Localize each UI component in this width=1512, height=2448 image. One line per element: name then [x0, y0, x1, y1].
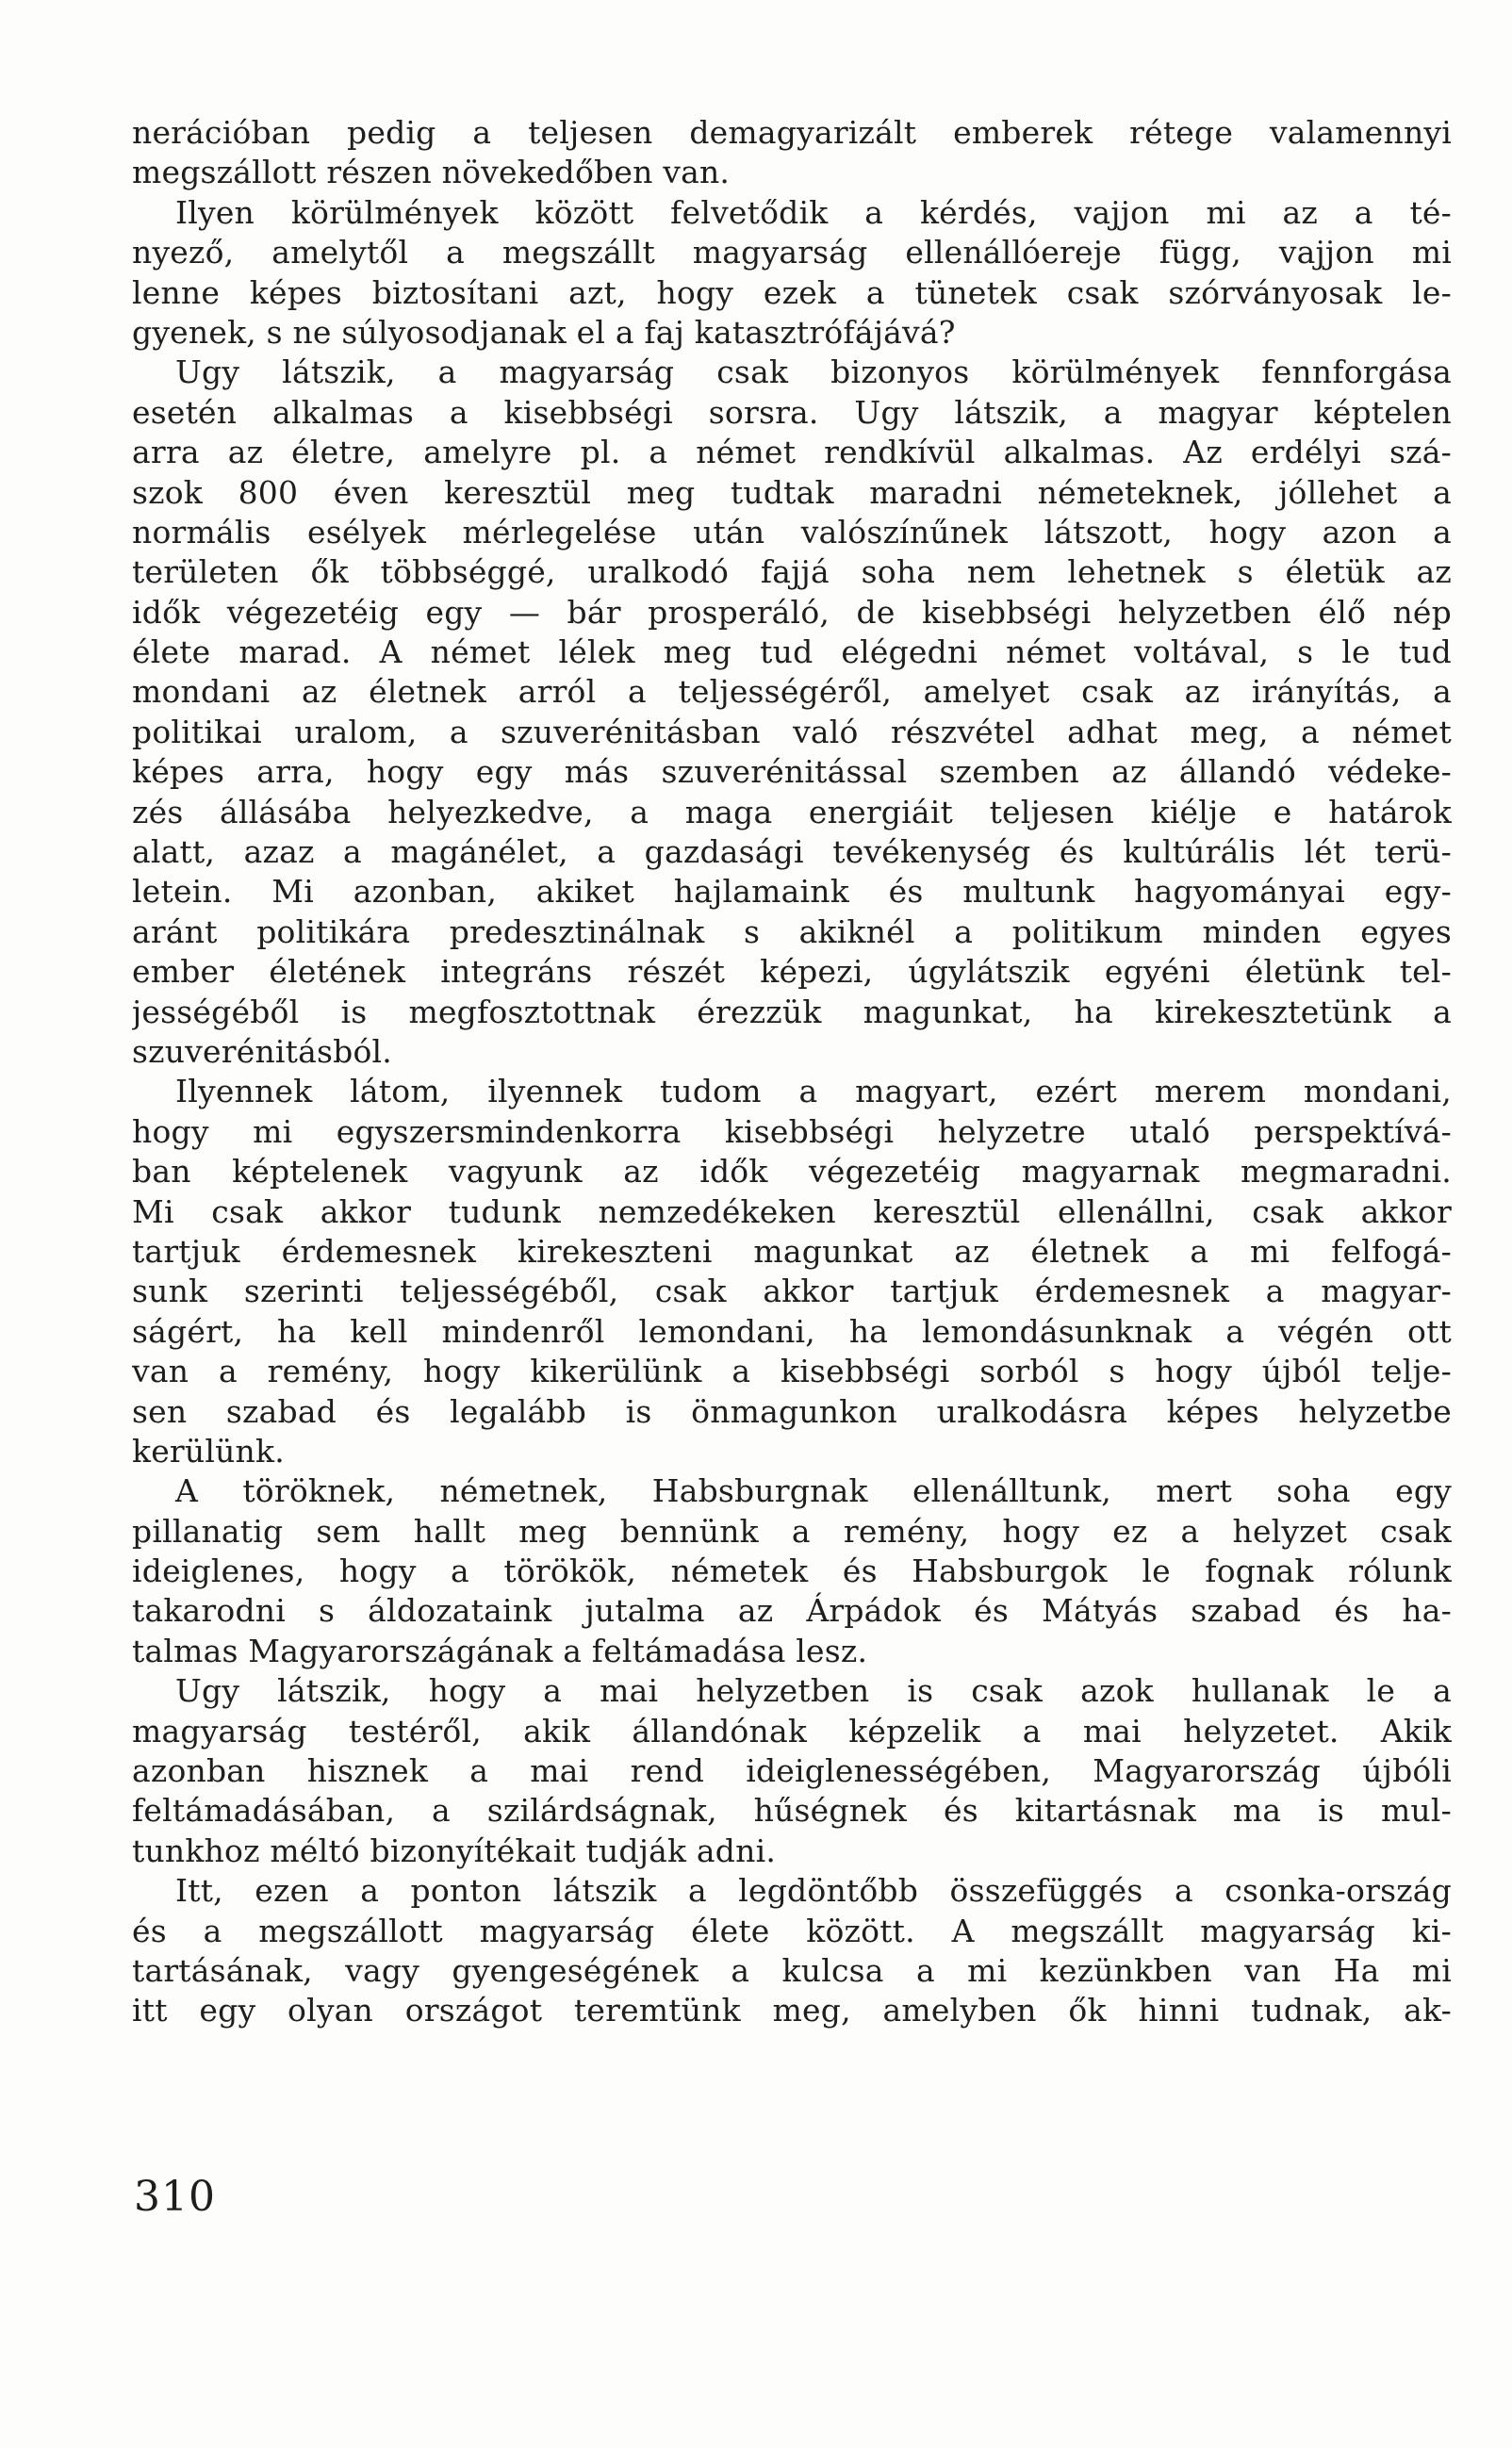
text-line: területen ők többséggé, uralkodó fajjá soha nem lehetnek s életük az	[132, 553, 1452, 591]
text-line: takarodni s áldozataink jutalma az Árpádok és Mátyás szabad és ha-	[132, 1592, 1452, 1630]
text-line: esetén alkalmas a kisebbségi sorsra. Ugy látszik, a magyar képtelen	[132, 393, 1452, 431]
text-line: talmas Magyarországának a feltámadása lesz.	[132, 1632, 868, 1669]
text-line: tartjuk érdemesnek kirekeszteni magunkat az életnek a mi felfogá-	[132, 1232, 1452, 1270]
text-line: ideiglenes, hogy a törökök, németek és Habsburgok le fognak rólunk	[132, 1553, 1452, 1590]
text-line: lenne képes biztosítani azt, hogy ezek a tünetek csak szórványosak le-	[132, 273, 1452, 311]
text-line: gyenek, s ne súlyosodjanak el a faj katasztrófájává?	[132, 313, 956, 351]
text-line: megszállott részen növekedőben van.	[132, 154, 731, 191]
text-line: és a megszállott magyarság élete között. A megszállt magyarság ki-	[132, 1912, 1452, 1949]
text-line: szuverénitásból.	[132, 1032, 392, 1070]
text-line: aránt politikára predesztinálnak s akiknél a politikum minden egyes	[132, 912, 1452, 950]
text-line: nerációban pedig a teljesen demagyarizált emberek rétege valamennyi	[132, 114, 1452, 151]
text-line: Ugy látszik, hogy a mai helyzetben is csak azok hullanak le a	[175, 1672, 1452, 1710]
text-line: idők végezetéig egy — bár prosperáló, de kisebbségi helyzetben élő nép	[132, 593, 1452, 631]
text-line: sunk szerinti teljességéből, csak akkor tartjuk érdemesnek a magyar-	[132, 1273, 1452, 1310]
text-line: tartásának, vagy gyengeségének a kulcsa a mi kezünkben van Ha mi	[132, 1951, 1452, 1989]
text-line: azonban hisznek a mai rend ideiglenességében, Magyarország újbóli	[132, 1752, 1452, 1790]
text-line: Ugy látszik, a magyarság csak bizonyos körülmények fennforgása	[175, 353, 1452, 391]
text-line: A töröknek, németnek, Habsburgnak ellenálltunk, mert soha egy	[175, 1472, 1452, 1510]
text-line: élete marad. A német lélek meg tud elégedni német voltával, s le tud	[132, 633, 1452, 671]
text-line: szok 800 éven keresztül meg tudtak maradni németeknek, jóllehet a	[132, 473, 1452, 511]
text-line: kerülünk.	[132, 1432, 285, 1470]
text-line: ban képtelenek vagyunk az idők végezetéig magyarnak megmaradni.	[132, 1153, 1452, 1191]
text-line: Ilyen körülmények között felvetődik a kérdés, vajjon mi az a té-	[175, 193, 1452, 231]
text-line: sen szabad és legalább is önmagunkon uralkodásra képes helyzetbe	[132, 1392, 1452, 1430]
text-line: ságért, ha kell mindenről lemondani, ha lemondásunknak a végén ott	[132, 1312, 1452, 1350]
text-line: alatt, azaz a magánélet, a gazdasági tevékenység és kultúrális lét terü-	[132, 833, 1452, 871]
text-line: nyező, amelytől a megszállt magyarság ellenállóereje függ, vajjon mi	[132, 234, 1452, 271]
text-line: arra az életre, amelyre pl. a német rendkívül alkalmas. Az erdélyi szá-	[132, 434, 1452, 471]
text-line: magyarság testéről, akik állandónak képzelik a mai helyzetet. Akik	[132, 1712, 1452, 1750]
text-line: itt egy olyan országot teremtünk meg, amelyben ők hinni tudnak, ak-	[132, 1992, 1452, 2029]
text-line: normális esélyek mérlegelése után valószínűnek látszott, hogy azon a	[132, 513, 1452, 550]
text-line: zés állásába helyezkedve, a maga energiáit teljesen kiélje e határok	[132, 793, 1452, 830]
text-line: feltámadásában, a szilárdságnak, hűségnek és kitartásnak ma is mul-	[132, 1792, 1452, 1830]
text-line: Itt, ezen a ponton látszik a legdöntőbb összefüggés a csonka-ország	[175, 1872, 1452, 1910]
text-line: jességéből is megfosztottnak érezzük magunkat, ha kirekesztetünk a	[132, 993, 1452, 1030]
text-line: letein. Mi azonban, akiket hajlamaink és multunk hagyományai egy-	[132, 873, 1452, 911]
text-line: hogy mi egyszersmindenkorra kisebbségi helyzetre utaló perspektívá-	[132, 1112, 1452, 1150]
text-line: ember életének integráns részét képezi, úgylátszik egyéni életünk tel-	[132, 953, 1452, 991]
text-line: mondani az életnek arról a teljességéről, amelyet csak az irányítás, a	[132, 673, 1452, 711]
text-line: politikai uralom, a szuverénitásban való részvétel adhat meg, a német	[132, 713, 1452, 750]
text-line: tunkhoz méltó bizonyítékait tudják adni.	[132, 1832, 777, 1869]
text-line: képes arra, hogy egy más szuverénitással szemben az állandó védeke-	[132, 753, 1452, 791]
page-number: 310	[134, 2173, 216, 2221]
text-line: Mi csak akkor tudunk nemzedékeken keresztül ellenállni, csak akkor	[132, 1192, 1452, 1230]
text-line: Ilyennek látom, ilyennek tudom a magyart, ezért merem mondani,	[175, 1073, 1452, 1110]
text-line: van a remény, hogy kikerülünk a kisebbségi sorból s hogy újból telje-	[132, 1353, 1452, 1390]
body-text	[132, 113, 1452, 2031]
text-line: pillanatig sem hallt meg bennünk a remény, hogy ez a helyzet csak	[132, 1512, 1452, 1550]
